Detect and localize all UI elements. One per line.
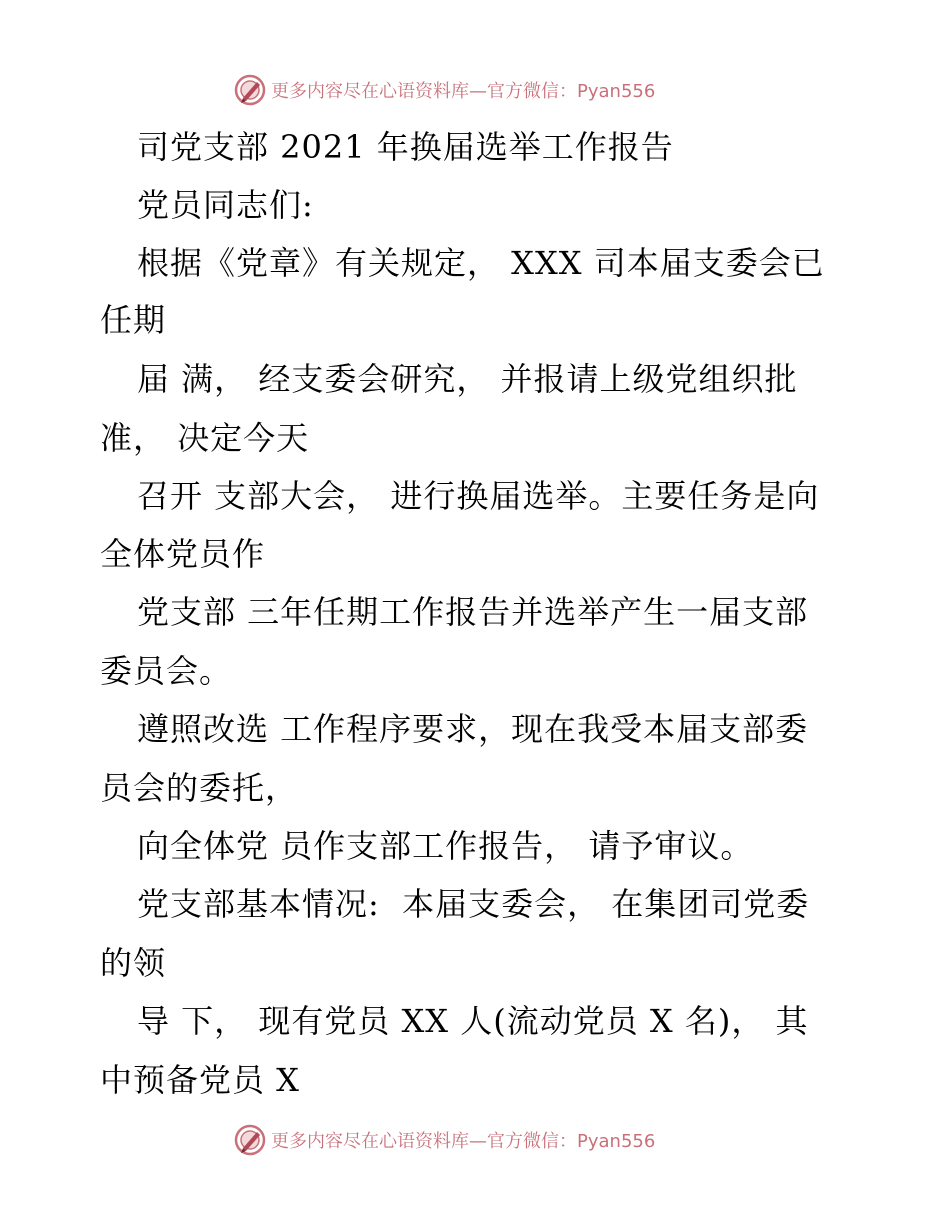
watermark-text: 更多内容尽在心语资料库—官方微信：Pyan556 <box>271 81 656 102</box>
paragraph-line: 根据《党章》有关规定， XXX 司本届支委会已 <box>137 244 825 282</box>
salutation: 党员同志们: <box>137 186 314 224</box>
watermark-text: 更多内容尽在心语资料库—官方微信：Pyan556 <box>271 1131 656 1152</box>
paragraph-line: 向全体党 员作支部工作报告， 请予审议。 <box>137 827 754 865</box>
paragraph-line: 召开 支部大会， 进行换届选举。主要任务是向 <box>137 477 820 515</box>
watermark-bottom <box>233 1122 655 1158</box>
seal-pen-icon <box>233 1123 267 1157</box>
paragraph-line: 中预备党员 X <box>100 1061 300 1099</box>
watermark-top <box>233 72 655 108</box>
paragraph-line: 导 下， 现有党员 XX 人(流动党员 X 名)， 其 <box>137 1002 809 1040</box>
paragraph-line: 任期 <box>100 301 167 339</box>
paragraph-line: 全体党员作 <box>100 535 266 573</box>
paragraph-line: 党支部基本情况: 本届支委会， 在集团司党委 <box>137 885 810 923</box>
paragraph-line: 届 满， 经支委会研究， 并报请上级党组织批 <box>137 360 798 398</box>
paragraph-line: 遵照改选 工作程序要求，现在我受本届支部委 <box>137 710 809 748</box>
seal-pen-icon <box>233 73 267 107</box>
paragraph-line: 员会的委托， <box>100 769 299 807</box>
document-title: 司党支部 2021 年换届选举工作报告 <box>137 128 674 166</box>
paragraph-line: 委员会。 <box>100 652 233 690</box>
paragraph-line: 的领 <box>100 944 167 982</box>
paragraph-line: 党支部 三年任期工作报告并选举产生一届支部 <box>137 593 809 631</box>
paragraph-line: 准， 决定今天 <box>100 419 310 457</box>
